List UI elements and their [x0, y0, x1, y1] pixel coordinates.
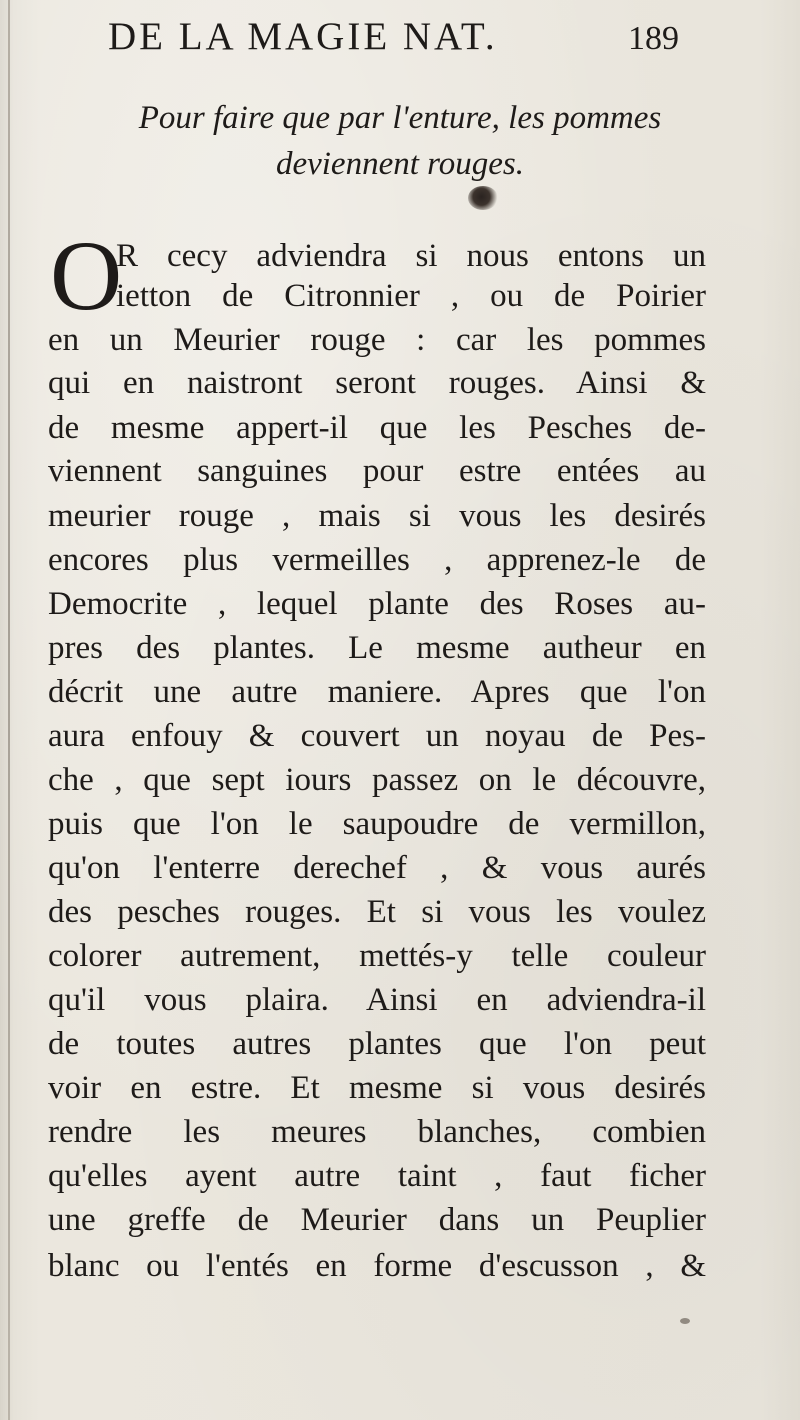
body-line-4: qui en naistront seront rouges. Ainsi & [48, 365, 706, 401]
body-line-24: blanc ou l'entés en forme d'escusson , & [48, 1248, 706, 1284]
body-line-21: rendre les meures blanches, combien [48, 1114, 706, 1150]
body-line-1: R cecy adviendra si nous entons un [116, 238, 706, 274]
body-line-20: voir en estre. Et mesme si vous desirés [48, 1070, 706, 1106]
body-line-23: une greffe de Meurier dans un Peuplier [48, 1202, 706, 1238]
body-line-13: che , que sept iours passez on le découvre, [48, 762, 706, 798]
running-head: DE LA MAGIE NAT. [108, 15, 498, 58]
body-line-18: qu'il vous plaira. Ainsi en adviendra-il [48, 982, 706, 1018]
body-line-2: ietton de Citronnier , ou de Poirier [116, 278, 706, 314]
section-heading-line-1: Pour faire que par l'enture, les pommes [138, 100, 662, 136]
body-line-5: de mesme appert-il que les Pesches de- [48, 410, 706, 446]
body-line-7: meurier rouge , mais si vous les desirés [48, 498, 706, 534]
body-line-22: qu'elles ayent autre taint , faut ficher [48, 1158, 706, 1194]
body-line-10: pres des plantes. Le mesme autheur en [48, 630, 706, 666]
ink-speck [680, 1318, 690, 1324]
body-line-14: puis que l'on le saupoudre de vermillon, [48, 806, 706, 842]
body-line-9: Democrite , lequel plante des Roses au- [48, 586, 706, 622]
body-line-17: colorer autrement, mettés-y telle couleur [48, 938, 706, 974]
drop-cap: O [50, 220, 123, 331]
body-line-3: en un Meurier rouge : car les pommes [48, 322, 706, 358]
body-line-6: viennent sanguines pour estre entées au [48, 453, 706, 489]
ink-blot [468, 186, 498, 210]
body-line-12: aura enfouy & couvert un noyau de Pes- [48, 718, 706, 754]
body-line-8: encores plus vermeilles , apprenez-le de [48, 542, 706, 578]
body-line-16: des pesches rouges. Et si vous les voulez [48, 894, 706, 930]
section-heading-line-2: deviennent rouges. [275, 146, 525, 182]
body-line-11: décrit une autre maniere. Apres que l'on [48, 674, 706, 710]
binding-gutter [8, 0, 10, 1420]
body-line-19: de toutes autres plantes que l'on peut [48, 1026, 706, 1062]
body-line-15: qu'on l'enterre derechef , & vous aurés [48, 850, 706, 886]
page-number: 189 [628, 20, 679, 57]
